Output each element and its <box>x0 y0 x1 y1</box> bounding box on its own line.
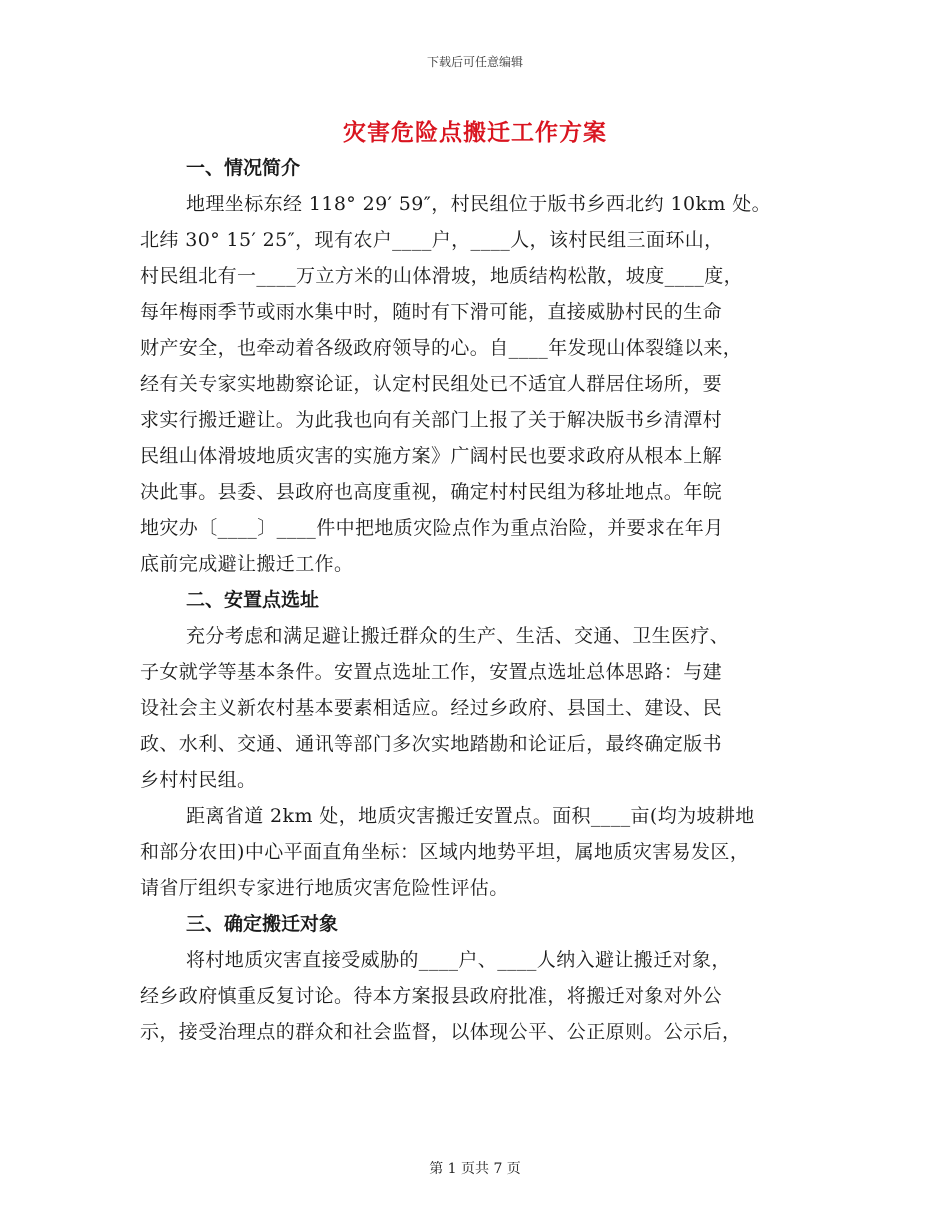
text-line: 子女就学等基本条件。安置点选址工作，安置点选址总体思路：与建 <box>140 661 723 683</box>
paragraph <box>140 618 820 798</box>
header-note: 下载后可任意编辑 <box>426 55 523 69</box>
page-number: 第 1 页共 7 页 <box>429 1161 521 1177</box>
text-line: 请省厅组织专家进行地质灾害危险性评估。 <box>140 877 509 899</box>
text-line: 示，接受治理点的群众和社会监督，以体现公平、公正原则。公示后， <box>140 1021 742 1043</box>
section-relocation-targets <box>140 906 820 1050</box>
text-line: 将村地质灾害直接受威胁的____户、____人纳入避让搬迁对象， <box>186 949 731 971</box>
text-line: 民组山体滑坡地质灾害的实施方案》广阔村民也要求政府从根本上解 <box>140 445 723 467</box>
text-line: 设社会主义新农村基本要素相适应。经过乡政府、县国土、建设、民 <box>140 697 723 719</box>
text-line: 求实行搬迁避让。为此我也向有关部门上报了关于解决版书乡清潭村 <box>140 409 723 431</box>
paragraph <box>140 798 820 906</box>
text-line: 地理坐标东经 118° 29′ 59″，村民组位于版书乡西北约 10km 处。 <box>186 193 772 215</box>
document-title: 灾害危险点搬迁工作方案 <box>343 120 607 146</box>
section-heading: 三、确定搬迁对象 <box>186 913 339 935</box>
text-line: 每年梅雨季节或雨水集中时，随时有下滑可能，直接威胁村民的生命 <box>140 301 723 323</box>
text-line: 经乡政府慎重反复讨论。待本方案报县政府批准，将搬迁对象对外公 <box>140 985 723 1007</box>
text-line: 和部分农田)中心平面直角坐标：区域内地势平坦，属地质灾害易发区， <box>140 841 750 863</box>
text-line: 村民组北有一____万立方米的山体滑坡，地质结构松散，坡度____度， <box>140 265 744 287</box>
text-line: 底前完成避让搬迁工作。 <box>140 553 354 575</box>
text-line: 乡村村民组。 <box>140 769 257 791</box>
paragraph <box>140 942 820 1050</box>
text-line: 距离省道 2km 处，地质灾害搬迁安置点。面积____亩(均为坡耕地 <box>186 805 755 827</box>
section-situation <box>140 150 820 582</box>
section-site-selection <box>140 582 820 906</box>
text-line: 财产安全，也牵动着各级政府领导的心。自____年发现山体裂缝以来， <box>140 337 743 359</box>
text-line: 政、水利、交通、通讯等部门多次实地踏勘和论证后，最终确定版书 <box>140 733 723 755</box>
text-line: 充分考虑和满足避让搬迁群众的生产、生活、交通、卫生医疗、 <box>186 625 730 647</box>
section-heading: 二、安置点选址 <box>186 589 320 611</box>
text-line: 决此事。县委、县政府也高度重视，确定村村民组为移址地点。年皖 <box>140 481 723 503</box>
text-line: 北纬 30° 15′ 25″，现有农户____户，____人，该村民组三面环山， <box>140 229 724 251</box>
document-body <box>140 150 820 1050</box>
text-line: 地灾办〔____〕____件中把地质灾险点作为重点治险，并要求在年月 <box>140 517 724 539</box>
paragraph <box>140 186 820 582</box>
text-line: 经有关专家实地勘察论证，认定村民组处已不适宜人群居住场所，要 <box>140 373 723 395</box>
section-heading: 一、情况简介 <box>186 157 301 179</box>
